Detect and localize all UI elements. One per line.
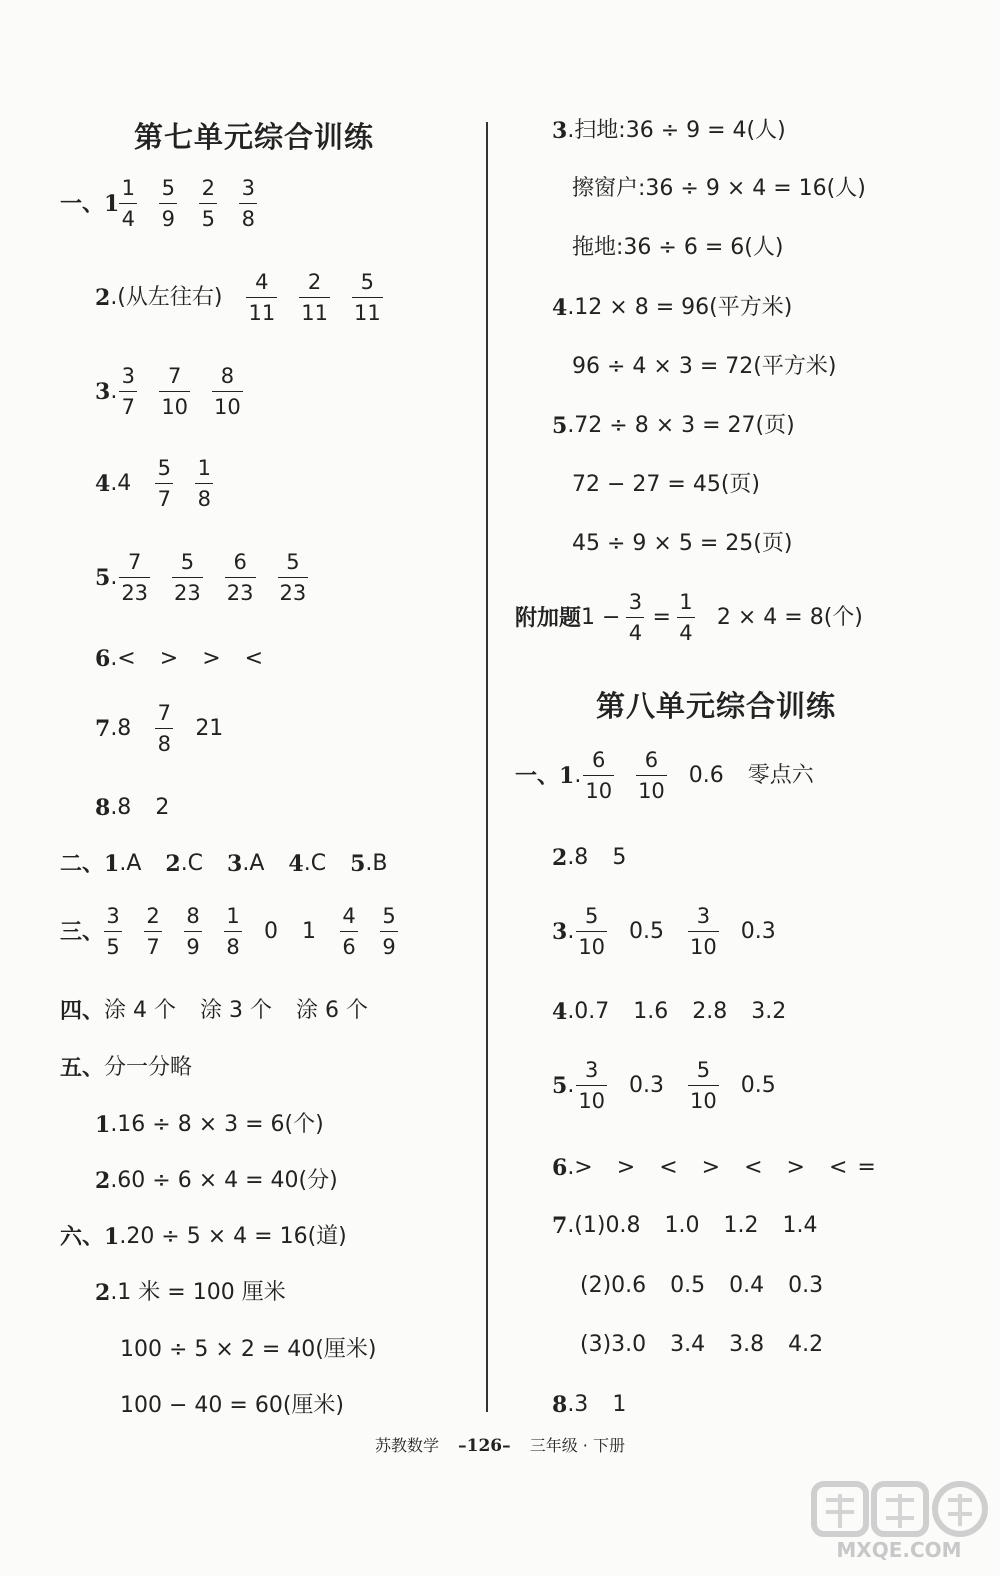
left-answer-line [95,797,193,819]
fraction-bar [299,297,330,298]
fraction-denominator: 10 [585,779,613,804]
fraction [144,906,162,959]
fraction-bar [155,483,173,484]
answer-text: .< [110,646,136,671]
answer-text: 96 ÷ 4 × 3 = 72(平方米) [572,354,837,379]
fraction-bar [677,617,695,618]
question-number: 1 [104,191,120,218]
fraction [626,592,644,645]
fraction-numerator: 2 [201,176,216,200]
answer-text: > [159,646,179,671]
fraction-denominator: 9 [186,935,200,960]
answer-text: .60 ÷ 6 × 4 = 40(分) [110,1168,338,1193]
answer-text: 5 [612,845,627,870]
answer-text: > [701,1155,721,1180]
answer-text: = [652,605,671,631]
fraction-bar [583,775,614,776]
fraction [278,552,309,605]
question-number: 3 [552,919,568,946]
answer-text: 100 − 40 = 60(厘米) [120,1393,344,1418]
fraction [583,750,614,803]
fraction-denominator: 10 [578,935,606,960]
fraction-numerator: 5 [360,270,374,294]
fraction-numerator: 2 [146,904,160,928]
fraction-numerator: 3 [121,364,135,388]
right-answer-line [580,1275,847,1297]
fraction-denominator: 7 [121,395,135,420]
answer-text: .扫地:36 ÷ 9 = 4(人) [567,118,786,143]
fraction-bar [688,1085,719,1086]
fraction-bar [184,931,202,932]
fraction-bar [144,931,162,932]
fraction-denominator: 11 [353,301,381,326]
section-marker: 二、 [60,851,105,877]
right-answer-line [580,1334,847,1356]
answer-text: . [110,565,118,591]
fraction-bar [199,203,217,204]
question-number: 6 [552,1155,568,1181]
question-number: 5 [552,1073,568,1100]
answer-text: > [616,1155,636,1180]
fraction-numerator: 5 [696,1058,711,1082]
answer-text: 零点六 [747,763,814,789]
footer-subject: 苏教数学 [375,1436,440,1455]
left-answer-line [95,1282,310,1304]
answer-text: 3.4 [670,1332,706,1357]
fraction [239,178,257,231]
left-answer-line [95,458,235,511]
fraction [340,906,358,959]
answer-text: = [857,1155,876,1180]
question-number: 2 [165,851,181,877]
fraction-denominator: 23 [121,581,149,606]
answer-text: .8 [110,795,132,820]
left-answer-line [60,178,279,231]
fraction-numerator: 4 [255,270,269,294]
fraction-bar [278,577,309,578]
fraction-numerator: 3 [584,1058,599,1082]
fraction-numerator: 5 [161,176,176,200]
answer-text: (3)3.0 [580,1332,647,1357]
fraction-numerator: 8 [186,904,200,928]
fraction-bar [626,617,644,618]
answer-text: .> [567,1155,593,1180]
question-number: 7 [552,1213,568,1239]
fraction-numerator: 3 [241,176,256,200]
right-answer-line [572,533,816,555]
answer-text: 1 [612,1392,627,1417]
fraction-numerator: 1 [226,904,240,928]
question-number: 4 [552,295,568,321]
fraction-bar [352,297,383,298]
left-answer-line [60,1000,392,1022]
fraction-numerator: 6 [592,748,606,772]
watermark [808,1478,990,1568]
fraction-denominator: 4 [121,207,136,232]
fraction-denominator: 10 [214,395,241,420]
fraction [172,552,203,605]
fraction-denominator: 10 [638,779,665,804]
question-number: 3 [552,118,568,144]
fraction [119,552,150,605]
question-number: 1 [104,851,120,877]
answer-text: .C [180,851,204,876]
question-number: 3 [227,851,243,877]
question-number: 1 [104,1224,120,1250]
right-answer-line [552,1394,650,1416]
answer-text: 拖地:36 ÷ 6 = 6(人) [572,235,784,260]
fraction-denominator: 7 [157,487,171,512]
answer-text: .(1)0.8 [567,1213,641,1238]
fraction-denominator: 7 [146,935,160,960]
footer-page-number: –126– [458,1436,511,1456]
fraction-denominator: 23 [174,581,201,606]
answer-text: < [244,646,264,671]
fraction-denominator: 10 [690,1089,717,1114]
fraction [225,552,256,605]
left-answer-line [95,1114,348,1136]
answer-text: .(从左往右) [110,285,223,311]
fraction-denominator: 10 [578,1089,606,1114]
right-answer-line [552,415,819,437]
fraction-denominator: 11 [248,301,276,326]
fraction-numerator: 7 [167,364,182,388]
answer-text: . [574,763,582,789]
answer-text: . [567,919,575,945]
question-number: 1 [95,1112,111,1138]
left-answer-line [60,1226,371,1248]
fraction-bar [380,931,398,932]
answer-text: 1.0 [664,1213,700,1238]
answer-text: 0.3 [629,1073,665,1099]
fraction-bar [119,203,137,204]
answer-text: 2 [155,795,170,820]
fraction-bar [119,577,150,578]
answer-text: 1.4 [782,1213,818,1238]
fraction-numerator: 6 [644,748,659,772]
fraction-bar [239,203,257,204]
answer-text: 0.4 [729,1273,765,1298]
question-number: 4 [95,471,111,498]
answer-text: 2 × 4 = 8(个) [716,605,863,631]
question-number: 8 [95,795,111,821]
left-answer-line [95,552,330,605]
left-answer-line [60,906,420,959]
question-number: 2 [552,845,568,871]
column-divider [486,122,488,1412]
right-answer-line [552,1157,900,1179]
fraction-denominator: 9 [382,935,396,960]
fraction [184,906,202,959]
fraction [576,906,607,959]
left-answer-line [60,853,411,875]
answer-text: 擦窗户:36 ÷ 9 × 4 = 16(人) [572,176,866,201]
answer-text: .0.7 [567,999,610,1024]
fraction-denominator: 23 [226,581,254,606]
fraction-denominator: 8 [226,935,240,960]
fraction [299,272,330,325]
fraction-numerator: 7 [127,550,142,574]
answer-text: 45 ÷ 9 × 5 = 25(页) [572,531,793,556]
unit8-title: 第八单元综合训练 [596,689,837,723]
answer-text: . [567,1073,575,1099]
fraction-bar [576,1085,607,1086]
fraction [380,906,398,959]
answer-text: < [659,1155,678,1180]
fraction [159,178,177,231]
question-number: 4 [552,999,568,1025]
fraction-denominator: 23 [279,581,307,606]
answer-text: .20 ÷ 5 × 4 = 16(道) [119,1224,347,1249]
fraction-denominator: 5 [201,207,216,232]
answer-text: 2.8 [692,999,728,1024]
fraction [155,458,173,511]
answer-text: 分一分略 [104,1055,193,1080]
fraction-bar [159,203,177,204]
right-answer-line [552,847,650,869]
answer-text: < [828,1155,848,1180]
answer-text: . [110,379,118,405]
fraction-numerator: 7 [157,701,171,725]
fraction-bar [340,931,358,932]
answer-text: 3.2 [751,999,787,1024]
answer-text: (2)0.6 [580,1273,647,1298]
fraction-numerator: 6 [233,550,247,574]
fraction [119,366,137,419]
answer-text: .8 [567,845,589,870]
answer-text: .3 [567,1392,589,1417]
answer-text: 100 ÷ 5 × 2 = 40(厘米) [120,1337,377,1362]
fraction-numerator: 1 [679,590,693,614]
answer-text: .1 米 = 100 厘米 [110,1280,286,1305]
section-marker: 一、 [60,191,105,218]
question-number: 4 [288,851,304,877]
question-number: 5 [95,565,111,592]
right-answer-line [572,474,784,496]
fraction-bar [224,931,242,932]
section-marker: 六、 [60,1224,105,1250]
fraction-bar [159,391,190,392]
question-number: 6 [95,646,111,672]
answer-text: 1 [302,919,317,945]
fraction [677,592,695,645]
answer-text: 3.8 [729,1332,765,1357]
left-answer-line [95,1170,362,1192]
fraction-denominator: 10 [690,935,717,960]
left-answer-line [120,1339,400,1361]
answer-text: 1 − [581,605,621,631]
fraction-denominator: 5 [106,935,120,960]
fraction-numerator: 3 [106,904,120,928]
left-answer-line [95,648,287,670]
fraction-denominator: 4 [679,621,693,646]
fraction-numerator: 5 [382,904,396,928]
answer-text: 0.3 [740,919,776,945]
fraction [212,366,243,419]
fraction-numerator: 5 [157,456,171,480]
answer-text: 0 [264,919,279,945]
left-answer-line [95,272,405,325]
fraction-numerator: 5 [584,904,599,928]
answer-text: 72 − 27 = 45(页) [572,472,760,497]
fraction-denominator: 9 [161,207,176,232]
fraction [246,272,277,325]
section-marker: 五、 [60,1055,105,1081]
answer-text: < [744,1155,763,1180]
answer-text: 0.5 [629,919,665,945]
answer-text: .12 × 8 = 96(平方米) [567,295,793,320]
fraction-denominator: 10 [161,395,189,420]
fraction-denominator: 11 [301,301,328,326]
section-marker: 四、 [60,998,105,1024]
fraction-numerator: 2 [307,270,322,294]
fraction-bar [104,931,122,932]
fraction-numerator: 8 [220,364,235,388]
question-number: 2 [95,1280,111,1306]
fraction [159,366,190,419]
fraction-numerator: 1 [197,456,211,480]
watermark-text: MXQE.COM [836,1538,962,1562]
page-footer [0,1433,1000,1456]
fraction-denominator: 8 [157,732,171,757]
right-answer-line [515,592,887,645]
unit7-title: 第七单元综合训练 [134,120,375,154]
fraction-numerator: 5 [180,550,195,574]
fraction-denominator: 6 [342,935,356,960]
question-number: 7 [95,716,111,743]
left-answer-line [95,703,247,756]
section-marker: 三、 [60,919,105,946]
answer-text: .B [365,851,388,876]
fraction-bar [119,391,137,392]
fraction [688,1060,719,1113]
right-answer-line [552,1215,841,1237]
right-answer-line [552,906,800,959]
fraction-bar [246,297,277,298]
question-number: 1 [559,763,575,790]
fraction [688,906,719,959]
footer-grade: 三年级 · 下册 [529,1436,625,1455]
left-answer-line [120,1395,368,1417]
fraction-denominator: 8 [241,207,256,232]
question-number: 5 [350,851,366,877]
question-number: 2 [95,285,111,312]
fraction-denominator: 8 [197,487,211,512]
right-answer-line [572,356,860,378]
answer-text: 1.6 [633,999,669,1024]
fraction [195,458,213,511]
fraction-numerator: 5 [286,550,300,574]
right-answer-line [572,178,890,200]
left-answer-line [95,366,265,419]
fraction [104,906,122,959]
answer-text: .8 [110,716,132,742]
answer-text: 1.2 [723,1213,759,1238]
fraction-bar [195,483,213,484]
fraction [352,272,383,325]
answer-text: .4 [110,471,132,497]
answer-text: > [202,646,221,671]
watermark-logo-icon [808,1478,990,1538]
fraction-bar [636,775,667,776]
answer-text: .C [303,851,327,876]
fraction [199,178,217,231]
right-answer-line [572,237,807,259]
fraction-numerator: 4 [342,904,356,928]
fraction-bar [688,931,719,932]
answer-text: > [786,1155,805,1180]
answer-text: .A [242,851,265,876]
question-number: 8 [552,1392,568,1418]
fraction-denominator: 4 [628,621,643,646]
section-marker: 附加题 [515,605,582,632]
answer-text: 0.5 [670,1273,706,1298]
right-answer-line [552,1001,810,1023]
fraction-bar [212,391,243,392]
answer-text: 涂 6 个 [295,998,368,1023]
right-answer-line [552,297,816,319]
fraction [576,1060,607,1113]
answer-text: 涂 3 个 [200,998,272,1023]
answer-text: .16 ÷ 8 × 3 = 6(个) [110,1112,324,1137]
fraction-numerator: 3 [696,904,711,928]
question-number: 5 [552,413,568,439]
section-marker: 一、 [515,763,560,790]
answer-text: 0.3 [788,1273,824,1298]
answer-text: 涂 4 个 [104,998,176,1023]
right-answer-line [552,1060,800,1113]
fraction-numerator: 1 [121,176,136,200]
fraction [224,906,242,959]
fraction-numerator: 3 [628,590,643,614]
right-answer-line [515,750,838,803]
fraction-bar [225,577,256,578]
fraction-bar [576,931,607,932]
question-number: 3 [95,379,111,406]
answer-text: 4.2 [788,1332,824,1357]
fraction [119,178,137,231]
question-number: 2 [95,1168,111,1194]
right-answer-line [552,120,810,142]
left-answer-line [60,1057,216,1079]
answer-text: .A [119,851,142,876]
answer-text: 0.5 [740,1073,776,1099]
fraction [155,703,173,756]
answer-text: 0.6 [688,763,724,789]
fraction-bar [172,577,203,578]
answer-text: 21 [195,716,224,742]
fraction [636,750,667,803]
answer-text: .72 ÷ 8 × 3 = 27(页) [567,413,795,438]
fraction-bar [155,728,173,729]
